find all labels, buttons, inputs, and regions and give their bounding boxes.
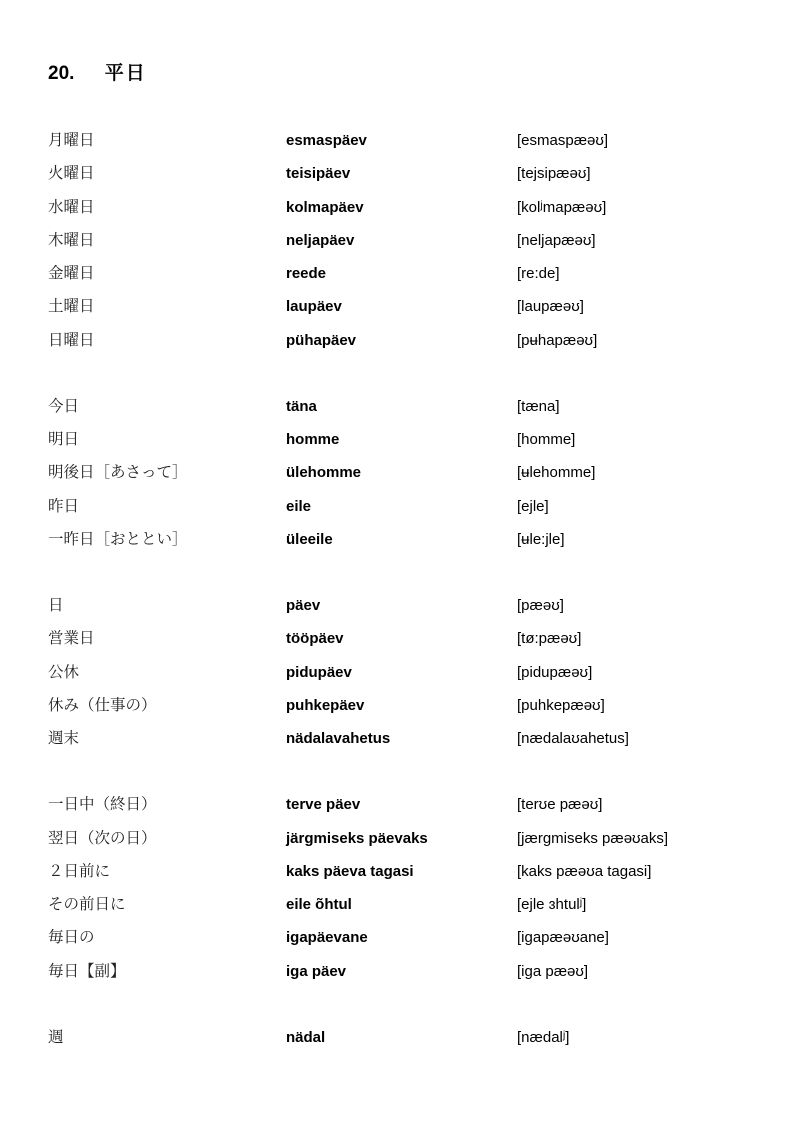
japanese-term: 毎日【副】 <box>48 962 126 980</box>
japanese-term: 休み（仕事の） <box>48 696 157 714</box>
estonian-term: puhkepäev <box>286 696 365 714</box>
estonian-term: teisipäev <box>286 165 351 183</box>
vocab-row <box>48 626 754 659</box>
japanese-term: 週末 <box>48 730 80 747</box>
japanese-term: 木曜日 <box>48 231 95 249</box>
vocab-row <box>48 394 754 427</box>
pronunciation: [puhkepæəʊ] <box>517 696 605 714</box>
japanese-term: 一日中（終日） <box>48 796 157 814</box>
pronunciation: [igapæəʊane] <box>517 929 609 947</box>
vocab-section <box>48 593 754 759</box>
japanese-term: 水曜日 <box>48 198 95 216</box>
vocab-row <box>48 726 754 759</box>
japanese-term: 公休 <box>48 663 80 681</box>
japanese-term: その前日に <box>48 896 126 913</box>
vocab-section <box>48 1025 754 1058</box>
page-title-text: 平日 <box>104 63 147 84</box>
vocab-row <box>48 792 754 825</box>
japanese-term: 日 <box>48 597 64 614</box>
pronunciation: [homme] <box>517 431 576 448</box>
pronunciation: [ʉlehomme] <box>517 464 596 482</box>
japanese-term: 営業日 <box>48 630 95 648</box>
vocab-row <box>48 693 754 726</box>
estonian-term: nädalavahetus <box>286 730 391 747</box>
japanese-term: 昨日 <box>48 497 80 515</box>
estonian-term: eile <box>286 497 312 515</box>
vocab-row <box>48 925 754 958</box>
vocab-row <box>48 593 754 626</box>
vocab-row <box>48 195 754 228</box>
pronunciation: [laupæəʊ] <box>517 298 584 316</box>
estonian-term: pühapäev <box>286 331 357 349</box>
pronunciation: [iga pæəʊ] <box>517 962 589 980</box>
estonian-term: järgmiseks päevaks <box>286 829 428 847</box>
vocab-row <box>48 494 754 527</box>
japanese-term: 火曜日 <box>48 165 95 183</box>
estonian-term: täna <box>286 397 317 415</box>
pronunciation: [pæəʊ] <box>517 597 564 614</box>
vocab-section <box>48 792 754 992</box>
pronunciation: [tø:pæəʊ] <box>517 630 582 648</box>
japanese-term: 土曜日 <box>48 298 95 316</box>
japanese-term: 翌日（次の日） <box>48 829 157 847</box>
page-title-number: 20. <box>48 63 75 84</box>
pronunciation: [tejsipæəʊ] <box>517 165 591 183</box>
vocab-section <box>48 128 754 361</box>
pronunciation: [ʉle:jle] <box>517 530 565 548</box>
pronunciation: [nædalaʊahetus] <box>517 730 629 747</box>
estonian-term: homme <box>286 431 340 448</box>
estonian-term: kolmapäev <box>286 198 364 216</box>
japanese-term: 毎日の <box>48 929 95 947</box>
japanese-term: 一昨日［おととい］ <box>48 530 188 548</box>
vocab-row <box>48 161 754 194</box>
vocab-row <box>48 294 754 327</box>
pronunciation: [kaks pæəʊa tagasi] <box>517 862 652 880</box>
estonian-term: nädal <box>286 1028 326 1046</box>
japanese-term: 明日 <box>48 431 80 448</box>
vocab-row <box>48 527 754 560</box>
pronunciation: [neljapæəʊ] <box>517 231 596 249</box>
estonian-term: esmaspäev <box>286 132 367 149</box>
estonian-term: tööpäev <box>286 630 344 648</box>
pronunciation: [tæna] <box>517 397 560 415</box>
estonian-term: reede <box>286 265 327 282</box>
estonian-term: terve päev <box>286 796 361 814</box>
pronunciation: [re:de] <box>517 265 560 282</box>
estonian-term: ülehomme <box>286 464 362 482</box>
estonian-term: kaks päeva tagasi <box>286 862 414 880</box>
pronunciation: [terʊe pæəʊ] <box>517 796 603 814</box>
japanese-term: 金曜日 <box>48 265 95 282</box>
estonian-term: eile õhtul <box>286 896 352 913</box>
vocab-list <box>48 128 754 1058</box>
pronunciation: [kolʲmapæəʊ] <box>517 198 607 216</box>
pronunciation: [jærgmiseks pæəʊaks] <box>517 829 669 847</box>
japanese-term: 今日 <box>48 397 80 415</box>
pronunciation: [pʉhapæəʊ] <box>517 331 598 349</box>
pronunciation: [pidupæəʊ] <box>517 663 593 681</box>
vocab-row <box>48 959 754 992</box>
vocab-row <box>48 892 754 925</box>
japanese-term: 明後日［あさって］ <box>48 464 188 482</box>
pronunciation: [ejle] <box>517 497 549 515</box>
vocab-row <box>48 328 754 361</box>
vocab-row <box>48 228 754 261</box>
pronunciation: [esmaspæəʊ] <box>517 132 609 149</box>
vocab-row <box>48 460 754 493</box>
estonian-term: neljapäev <box>286 231 355 249</box>
vocab-row <box>48 826 754 859</box>
estonian-term: üleeile <box>286 530 333 548</box>
japanese-term: 週 <box>48 1028 64 1046</box>
estonian-term: laupäev <box>286 298 342 316</box>
vocab-row <box>48 1025 754 1058</box>
estonian-term: pidupäev <box>286 663 352 681</box>
vocab-row <box>48 660 754 693</box>
estonian-term: igapäevane <box>286 929 368 947</box>
japanese-term: 日曜日 <box>48 331 95 349</box>
vocab-section <box>48 394 754 560</box>
estonian-term: iga päev <box>286 962 347 980</box>
page-title <box>48 62 754 86</box>
estonian-term: päev <box>286 597 321 614</box>
vocab-row <box>48 261 754 294</box>
japanese-term: 月曜日 <box>48 132 95 149</box>
vocab-row <box>48 427 754 460</box>
vocab-row <box>48 128 754 161</box>
pronunciation: [nædalʲ] <box>517 1028 570 1046</box>
japanese-term: ２日前に <box>48 862 111 880</box>
vocab-row <box>48 859 754 892</box>
pronunciation: [ejle ɜhtulʲ] <box>517 896 587 913</box>
